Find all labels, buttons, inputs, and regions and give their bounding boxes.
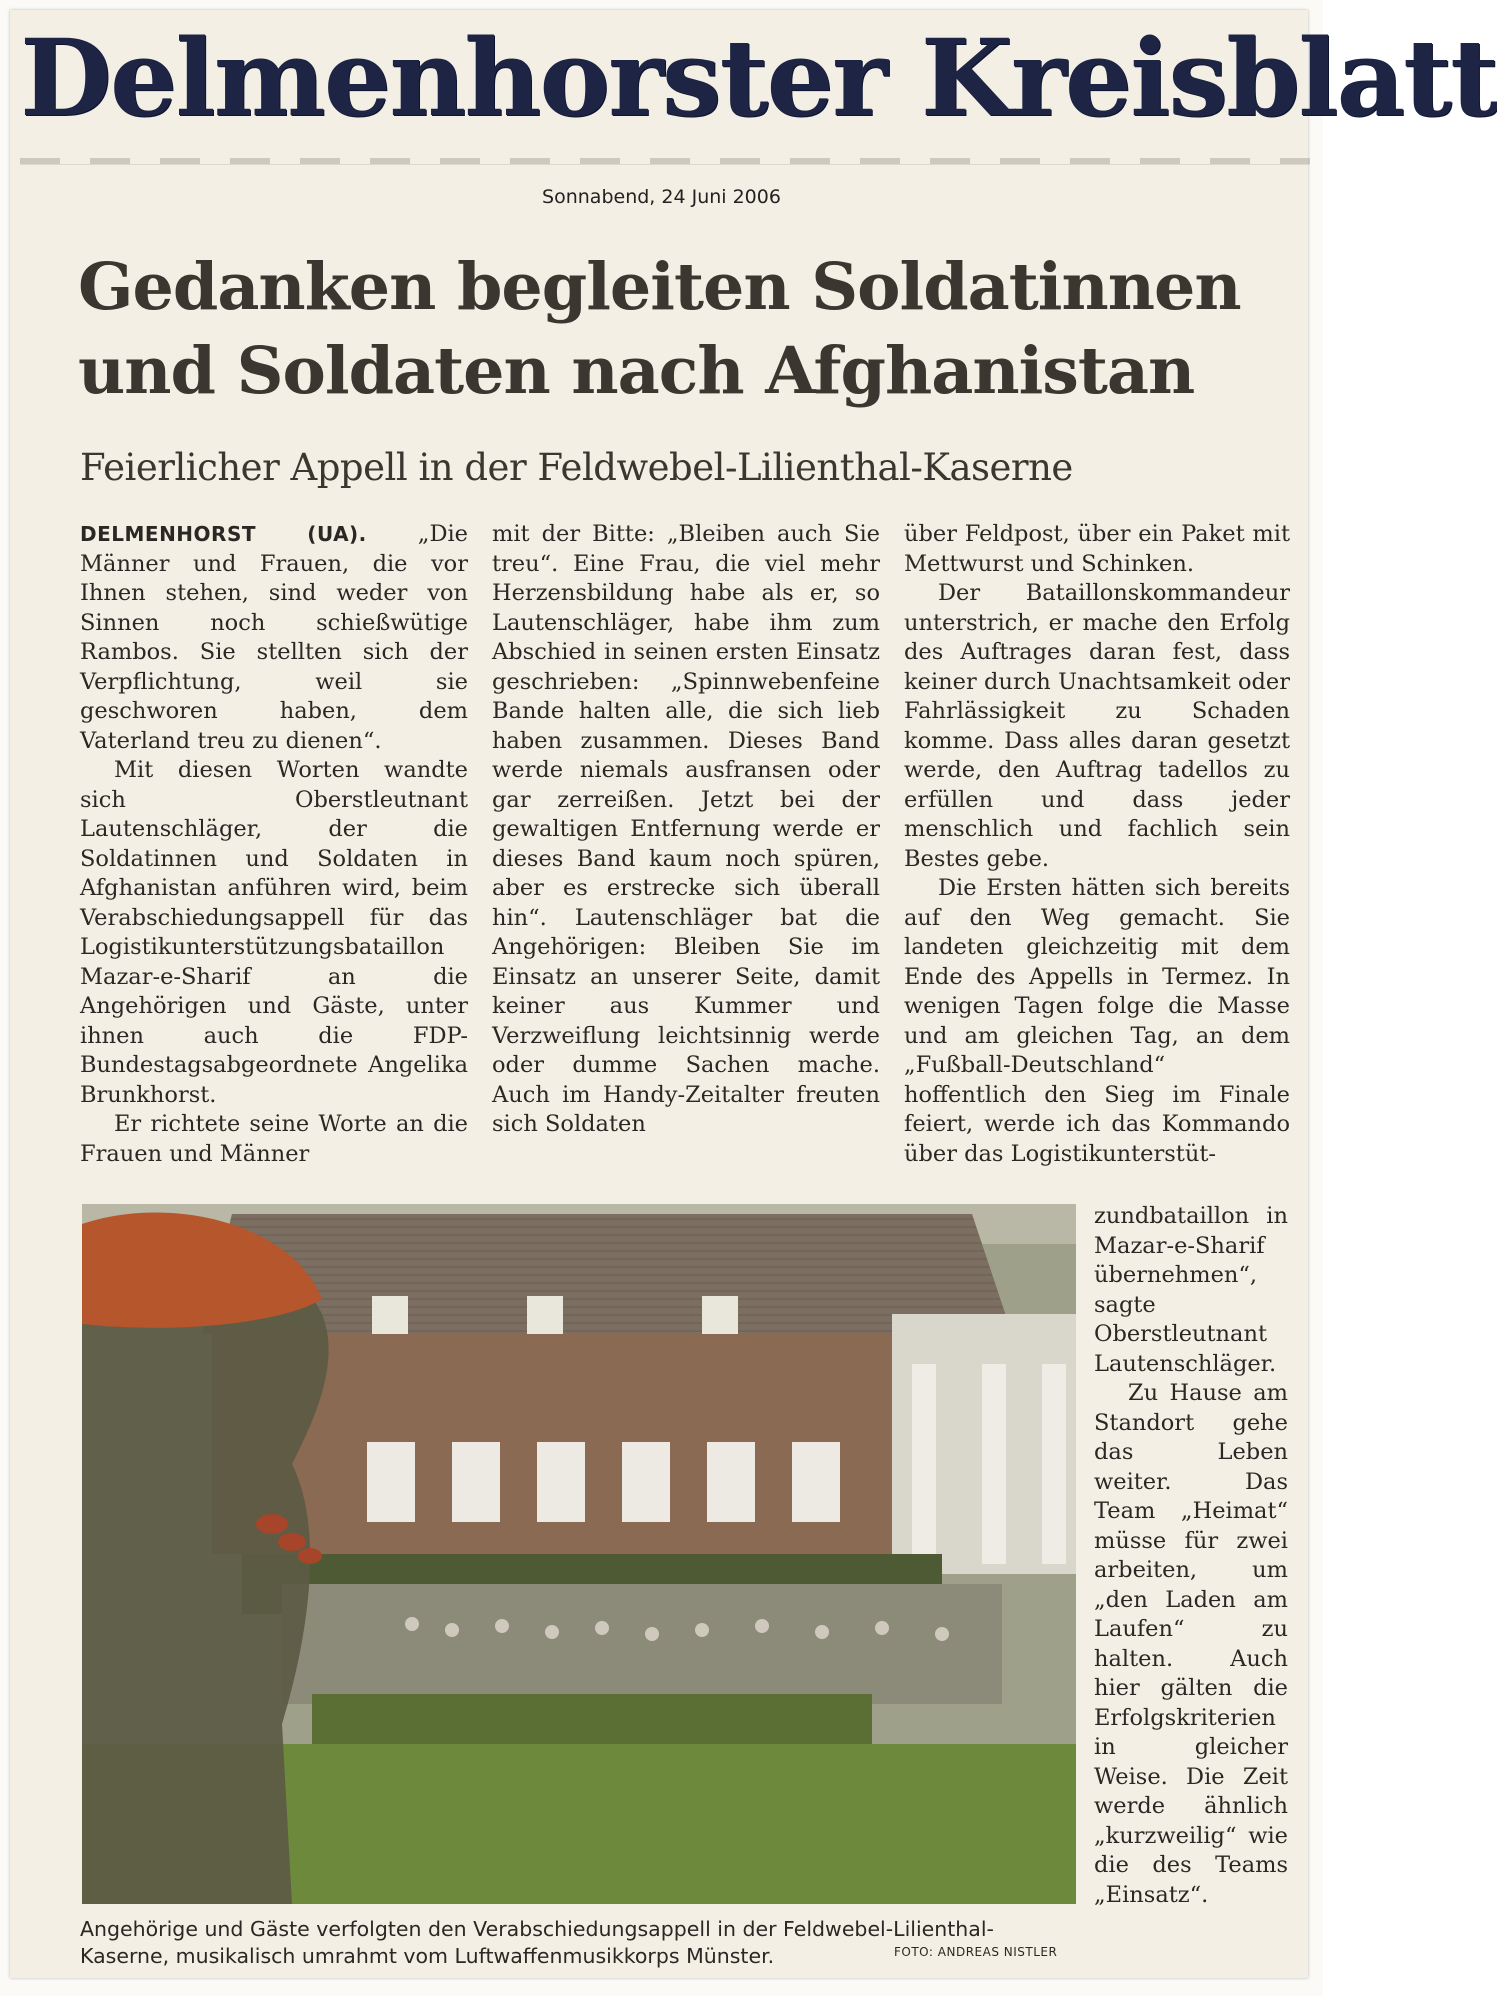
paragraph-text: „Die Männer und Frauen, die vor Ihnen stehen, sind weder von Sinnen noch schießwütige Rambos. Sie stellten sich der Verpflichtung, weil sie geschworen haben, dem Vaterland treu zu dienen“. bbox=[80, 521, 468, 754]
article-subheadline: Feierlicher Appell in der Feldwebel-Lilienthal-Kaserne bbox=[80, 446, 1073, 489]
paragraph bbox=[80, 520, 468, 756]
headline-line-1: Gedanken begleiten Soldatinnen bbox=[78, 249, 1241, 325]
paragraph: mit der Bitte: „Bleiben auch Sie treu“. Eine Frau, die viel mehr Herzensbildung habe als er, so Lautenschläger, habe ihm zum Abschied in seinen ersten Einsatz geschrieben: „Spinnwebenfeine Bande halten alle, die sich lieb haben zusammen. Dieses Band werde niemals ausfransen oder gar zerreißen. Jetzt bei der gewaltigen Entfernung werde er dieses Band kaum noch spüren, aber es erstrecke sich überall hin“. Lautenschläger bat die Angehörigen: Bleiben Sie im Einsatz an unserer Seite, damit keiner aus Kummer und Verzweiflung leichtsinnig werde oder dumme Sachen mache. Auch im Handy-Zeitalter freuten sich Soldaten bbox=[492, 521, 880, 1137]
masthead-divider bbox=[20, 158, 1310, 165]
paragraph: Zu Hause am Standort gehe das Leben weiter. Das Team „Heimat“ müsse für zwei arbeiten, um „den Laden am Laufen“ zu halten. Auch hier gälten die Erfolgskriterien in gleicher Weise. Die Zeit werde ähnlich „kurzweilig“ wie die des Teams „Einsatz“. bbox=[1094, 1380, 1288, 1908]
masthead-title: Delmenhorster Kreisblatt bbox=[20, 15, 1497, 140]
article-column-2 bbox=[492, 520, 880, 1140]
publication-date: Sonnabend, 24 Juni 2006 bbox=[542, 186, 781, 208]
paragraph: Der Bataillonskommandeur unterstrich, er mache den Erfolg des Auftrages daran fest, dass keiner durch Unachtsamkeit oder Fahrlässigkeit zu Schaden komme. Dass alles daran gesetzt werde, den Auftrag tadellos zu erfüllen und dass jeder menschlich und fachlich sein Bestes gebe. bbox=[904, 580, 1290, 872]
photo-caption: Angehörige und Gäste verfolgten den Verabschiedungsappell in der Feldwebel-Lilienthal-Kaserne, musikalisch umrahmt vom Luftwaffenmusikkorps Münster. bbox=[80, 1917, 994, 1968]
paragraph: zundbataillon in Mazar-e-Sharif übernehmen“, sagte Oberstleutnant Lautenschläger. bbox=[1094, 1203, 1288, 1377]
article-column-3-narrow bbox=[1094, 1202, 1288, 1910]
photo-illustration bbox=[82, 1204, 1076, 1904]
paragraph: Er richtete seine Worte an die Frauen und Männer bbox=[80, 1111, 468, 1167]
paragraph: Mit diesen Worten wandte sich Oberstleutnant Lautenschläger, der die Soldatinnen und Soldaten in Afghanistan anführen wird, beim Verabschiedungsappell für das Logistikunterstützungsbataillon Mazar-e-Sharif an die Angehörigen und Gäste, unter ihnen auch die FDP-Bundestagsabgeordnete Angelika Brunkhorst. bbox=[80, 757, 468, 1108]
photo-credit: FOTO: ANDREAS NISTLER bbox=[894, 1945, 1058, 1959]
article-photo bbox=[82, 1204, 1076, 1904]
article-headline bbox=[78, 245, 1258, 413]
dateline: DELMENHORST (UA). bbox=[80, 522, 367, 546]
article-column-3 bbox=[904, 520, 1290, 1169]
article-column-1 bbox=[80, 520, 468, 1169]
paragraph: Die Ersten hätten sich bereits auf den Weg gemacht. Sie landeten gleichzeitig mit dem Ende des Appells in Termez. In wenigen Tagen folge die Masse und am gleichen Tag, an dem „Fußball-Deutschland“ hoffentlich den Sieg im Finale feiert, werde ich das Kommando über das Logistikunterstüt- bbox=[904, 875, 1290, 1167]
paragraph: über Feldpost, über ein Paket mit Mettwurst und Schinken. bbox=[904, 521, 1290, 577]
headline-line-2: und Soldaten nach Afghanistan bbox=[78, 333, 1195, 409]
